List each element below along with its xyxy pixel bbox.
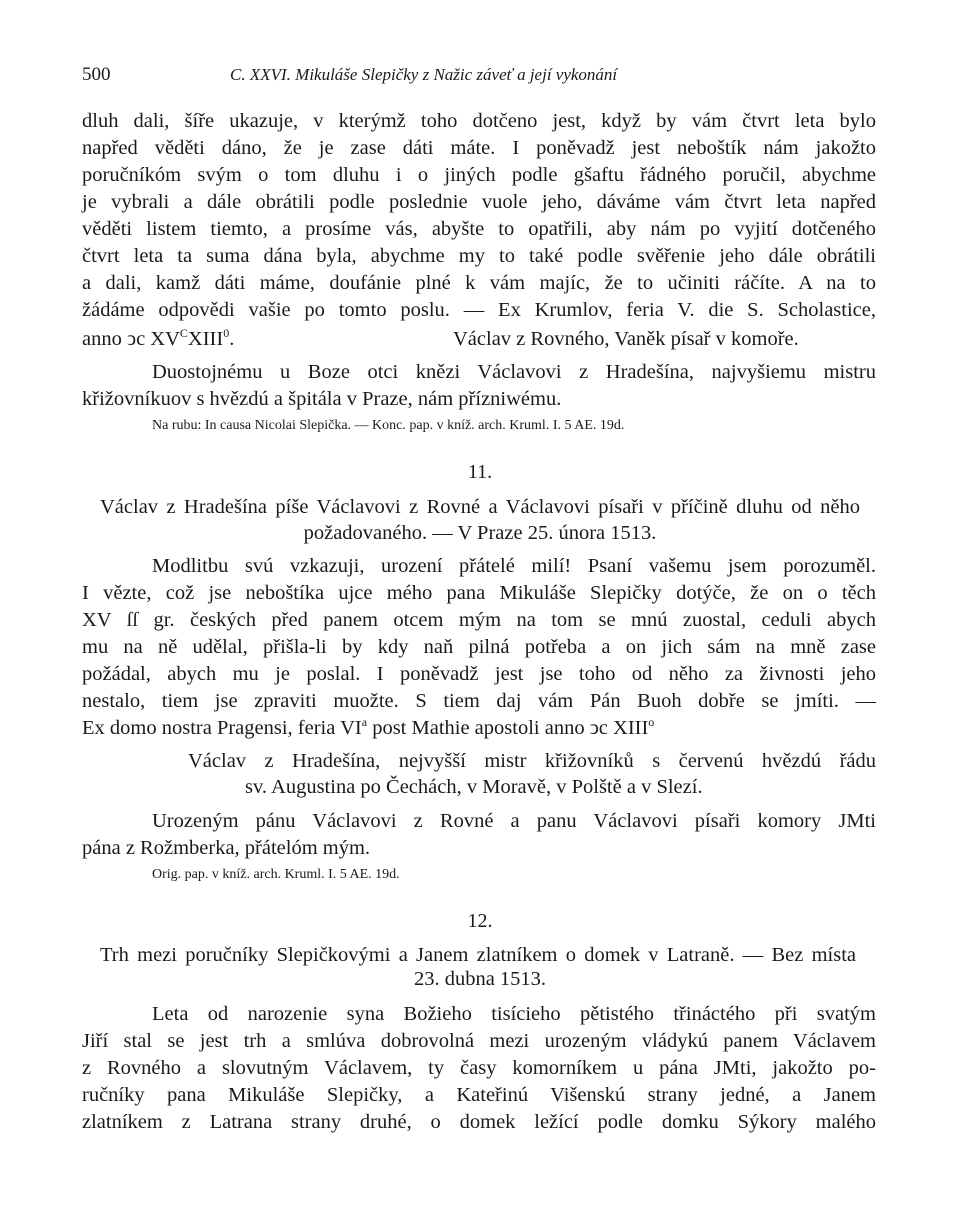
superscript: a	[361, 715, 368, 730]
text-line: Modlitbu svú vzkazuji, urození přátelé milí! Psaní vašemu jsem porozuměl.	[152, 555, 876, 577]
text-line: Leta od narozenie syna Božieho tisícieho pětistého třináctého při svatým	[152, 1003, 876, 1025]
text-line: čtvrt leta ta suma dána byla, abychme my to také podle svěřenie jeho dále obrátili	[82, 245, 876, 267]
text-line: mu na ně udělal, přišla-li by kdy naň pilná potřeba a on jich sám na mně zase	[82, 636, 876, 658]
text-line: dluh dali, šíře ukazuje, v kterýmž toho dotčeno jest, když by vám čtvrt leta bylo	[82, 110, 876, 132]
running-title: C. XXVI. Mikuláše Slepičky z Nažic záveť a její vykonání	[230, 65, 618, 84]
date-mid: XIII	[187, 328, 224, 350]
date-suffix: .	[229, 328, 235, 350]
text-line: žádáme odpovědi vašie po tomto poslu. — Ex Krumlov, feria V. die S. Scholastice,	[82, 299, 876, 321]
date-prefix: anno ͻc XV	[82, 328, 180, 350]
document-heading: Václav z Hradešína píše Václavovi z Rovné a Václavovi písaři v příčině dluhu od něho	[100, 496, 860, 518]
document-number: 11.	[467, 461, 493, 483]
text-line: věděti listem tiemto, a prosíme vás, abyšte to opatřili, aby nám po vyjití dotčeného	[82, 218, 876, 240]
text-line: z Rovného a slovutným Václavem, ty časy komorníkem u pána JMti, jakožto po-	[82, 1057, 876, 1079]
page-number: 500	[82, 64, 111, 85]
address-line: Duostojnému u Boze otci knězi Václavovi z Hradešína, najvyšiemu mistru	[152, 361, 876, 383]
text-line: I vězte, což jse neboštíka ujce mého pana Mikuláše Slepičky dotýče, že on o těch	[82, 582, 876, 604]
date-sup: C	[179, 326, 188, 341]
text-line: je vybrali a dále obrátili podle poslednie vuole jeho, dáváme vám čtvrt leta napřed	[82, 191, 876, 213]
address-line: Urozeným pánu Václavovi z Rovné a panu Václavovi písaři komory JMti	[152, 810, 876, 832]
signature: Václav z Hradešína, nejvyšší mistr křižovníků s červenú hvězdú řádu	[188, 750, 876, 772]
text-line: napřed věděti dáno, že je zase dáti máte. I poněvadž jest neboštík nám jakožto	[82, 137, 876, 159]
text-line: nestalo, tiem jse zpraviti muožte. S tiem daj vám Pán Buoh dobře se jmíti. —	[82, 690, 876, 712]
text-line: a dali, kamž dáti máme, doufánie plné k vám majíc, že to učiniti ráčíte. A na to	[82, 272, 876, 294]
signature: Václav z Rovného, Vaněk písař v komoře.	[453, 328, 799, 350]
text-line	[82, 715, 654, 741]
text-line: zlatníkem z Latrana strany druhé, o domek ležící podle domku Sýkory malého	[82, 1111, 876, 1133]
date-line	[82, 326, 234, 352]
text-line: požádal, abych mu je poslal. I poněvadž jest jse toho od něho za živnosti jeho	[82, 663, 876, 685]
address-line: křižovníkuov s hvězdú a špitála v Praze, nám přízniwému.	[82, 388, 562, 410]
text-fragment: Ex domo nostra Pragensi, feria VI	[82, 717, 362, 739]
text-line: Jiří stal se jest trh a smlúva dobrovolná mezi urozeným vládykú panem Václavem	[82, 1030, 876, 1052]
text-line: poručníkóm svým o tom dluhu i o jiných podle gšaftu řádného poručil, abychme	[82, 164, 876, 186]
superscript: o	[648, 715, 655, 730]
address-line: pána z Rožmberka, přátelóm mým.	[82, 837, 371, 859]
document-heading: požadovaného. — V Praze 25. února 1513.	[303, 522, 657, 544]
document-number: 12.	[467, 910, 493, 932]
archival-note: Orig. pap. v kníž. arch. Kruml. I. 5 AE. 19d.	[152, 867, 400, 882]
text-line: XV ſſ gr. českých před panem otcem mým na tom se mnú zuostal, ceduli abych	[82, 609, 876, 631]
signature: sv. Augustina po Čechách, v Moravě, v Polště a v Slezí.	[245, 776, 703, 798]
text-line: ručníky pana Mikuláše Slepičky, a Kateřinú Višenskú strany jedné, a Janem	[82, 1084, 876, 1106]
document-heading: Trh mezi poručníky Slepičkovými a Janem zlatníkem o domek v Latraně. — Bez místa	[100, 944, 856, 966]
archival-note: Na rubu: In causa Nicolai Slepička. — Konc. pap. v kníž. arch. Kruml. I. 5 AE. 19d.	[152, 418, 625, 433]
date-sup: 0	[223, 326, 230, 341]
document-heading: 23. dubna 1513.	[413, 968, 547, 990]
text-fragment: post Mathie apostoli anno ͻc XIII	[367, 717, 649, 739]
